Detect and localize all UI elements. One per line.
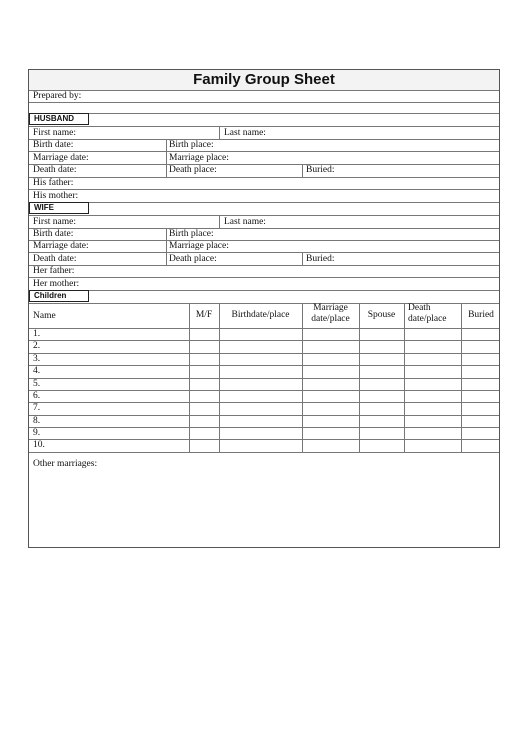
table-row[interactable] bbox=[29, 439, 499, 451]
wife-buried-field[interactable] bbox=[341, 253, 497, 265]
prepared-by-field[interactable] bbox=[89, 90, 497, 102]
wife-birth-place-label: Birth place: bbox=[169, 229, 214, 239]
children-header-marriage-line1: Marriage bbox=[313, 303, 348, 313]
husband-father-field[interactable] bbox=[81, 177, 497, 189]
wife-marriage-place-label: Marriage place: bbox=[169, 241, 229, 251]
wife-father-label: Her father: bbox=[33, 266, 75, 276]
row-number: 3. bbox=[33, 354, 41, 364]
row-number: 6. bbox=[33, 391, 41, 401]
husband-first-name-label: First name: bbox=[33, 128, 77, 138]
children-header-birth: Birthdate/place bbox=[231, 310, 290, 320]
table-row[interactable] bbox=[29, 365, 499, 377]
children-header-marriage-line2: date/place bbox=[311, 314, 350, 324]
divider bbox=[302, 252, 303, 265]
husband-last-name-label: Last name: bbox=[224, 128, 266, 138]
table-row[interactable] bbox=[29, 390, 499, 402]
row-number: 5. bbox=[33, 379, 41, 389]
children-header-death bbox=[404, 303, 461, 325]
husband-first-name-field[interactable] bbox=[84, 127, 214, 139]
row-number: 4. bbox=[33, 366, 41, 376]
wife-death-place-label: Death place: bbox=[169, 254, 217, 264]
children-header-marriage bbox=[302, 303, 359, 325]
divider bbox=[29, 113, 499, 114]
wife-mother-label: Her mother: bbox=[33, 279, 80, 289]
other-marriages-field[interactable] bbox=[31, 470, 497, 544]
husband-marriage-place-label: Marriage place: bbox=[169, 153, 229, 163]
husband-marriage-date-label: Marriage date: bbox=[33, 153, 89, 163]
divider bbox=[29, 102, 499, 103]
husband-birth-place-label: Birth place: bbox=[169, 140, 214, 150]
row-number: 9. bbox=[33, 428, 41, 438]
divider bbox=[29, 290, 499, 291]
row-number: 8. bbox=[33, 416, 41, 426]
wife-last-name-field[interactable] bbox=[274, 216, 497, 228]
husband-marriage-place-field[interactable] bbox=[239, 152, 497, 164]
husband-birth-place-field[interactable] bbox=[224, 139, 497, 151]
prepared-by-label: Prepared by: bbox=[33, 91, 82, 101]
husband-mother-label: His mother: bbox=[33, 191, 79, 201]
row-number: 2. bbox=[33, 341, 41, 351]
husband-buried-field[interactable] bbox=[341, 164, 497, 176]
wife-death-place-field[interactable] bbox=[224, 253, 299, 265]
row-number: 7. bbox=[33, 403, 41, 413]
husband-mother-field[interactable] bbox=[84, 190, 497, 202]
husband-father-label: His father: bbox=[33, 178, 74, 188]
page-title: Family Group Sheet bbox=[29, 70, 499, 90]
table-row[interactable] bbox=[29, 402, 499, 414]
table-row[interactable] bbox=[29, 427, 499, 439]
children-section-label: Children bbox=[29, 290, 89, 302]
wife-mother-field[interactable] bbox=[84, 278, 497, 290]
husband-birth-date-field[interactable] bbox=[84, 139, 164, 151]
wife-marriage-date-field[interactable] bbox=[97, 240, 164, 252]
children-header-spouse: Spouse bbox=[367, 310, 396, 320]
husband-death-place-label: Death place: bbox=[169, 165, 217, 175]
children-header-death-line2: date/place bbox=[408, 314, 447, 324]
wife-father-field[interactable] bbox=[81, 265, 497, 277]
divider bbox=[166, 139, 167, 177]
row-number: 1. bbox=[33, 329, 41, 339]
children-header-mf: M/F bbox=[195, 310, 213, 320]
divider bbox=[29, 452, 499, 453]
wife-first-name-label: First name: bbox=[33, 217, 77, 227]
divider bbox=[302, 164, 303, 177]
wife-marriage-date-label: Marriage date: bbox=[33, 241, 89, 251]
family-group-sheet bbox=[28, 69, 500, 548]
husband-death-place-field[interactable] bbox=[224, 164, 299, 176]
wife-birth-date-field[interactable] bbox=[84, 228, 164, 240]
wife-last-name-label: Last name: bbox=[224, 217, 266, 227]
husband-buried-label: Buried: bbox=[306, 165, 335, 175]
wife-first-name-field[interactable] bbox=[84, 216, 214, 228]
table-row[interactable] bbox=[29, 353, 499, 365]
husband-last-name-field[interactable] bbox=[274, 127, 497, 139]
wife-death-date-label: Death date: bbox=[33, 254, 77, 264]
divider bbox=[166, 228, 167, 265]
children-header-name: Name bbox=[33, 311, 56, 321]
wife-section-label: WIFE bbox=[29, 202, 89, 214]
divider bbox=[219, 126, 220, 139]
other-marriages-label: Other marriages: bbox=[33, 459, 98, 469]
husband-birth-date-label: Birth date: bbox=[33, 140, 74, 150]
table-row[interactable] bbox=[29, 378, 499, 390]
husband-death-date-label: Death date: bbox=[33, 165, 77, 175]
children-header-death-line1: Death bbox=[408, 303, 431, 313]
wife-marriage-place-field[interactable] bbox=[239, 240, 497, 252]
wife-buried-label: Buried: bbox=[306, 254, 335, 264]
children-header-buried: Buried bbox=[468, 310, 494, 320]
table-row[interactable] bbox=[29, 340, 499, 352]
divider bbox=[29, 202, 499, 203]
wife-birth-place-field[interactable] bbox=[224, 228, 497, 240]
wife-birth-date-label: Birth date: bbox=[33, 229, 74, 239]
table-row[interactable] bbox=[29, 415, 499, 427]
husband-death-date-field[interactable] bbox=[84, 164, 164, 176]
row-number: 10. bbox=[33, 440, 45, 450]
husband-marriage-date-field[interactable] bbox=[97, 152, 164, 164]
divider bbox=[219, 215, 220, 228]
wife-death-date-field[interactable] bbox=[84, 253, 164, 265]
table-row[interactable] bbox=[29, 328, 499, 340]
husband-section-label: HUSBAND bbox=[29, 113, 89, 125]
